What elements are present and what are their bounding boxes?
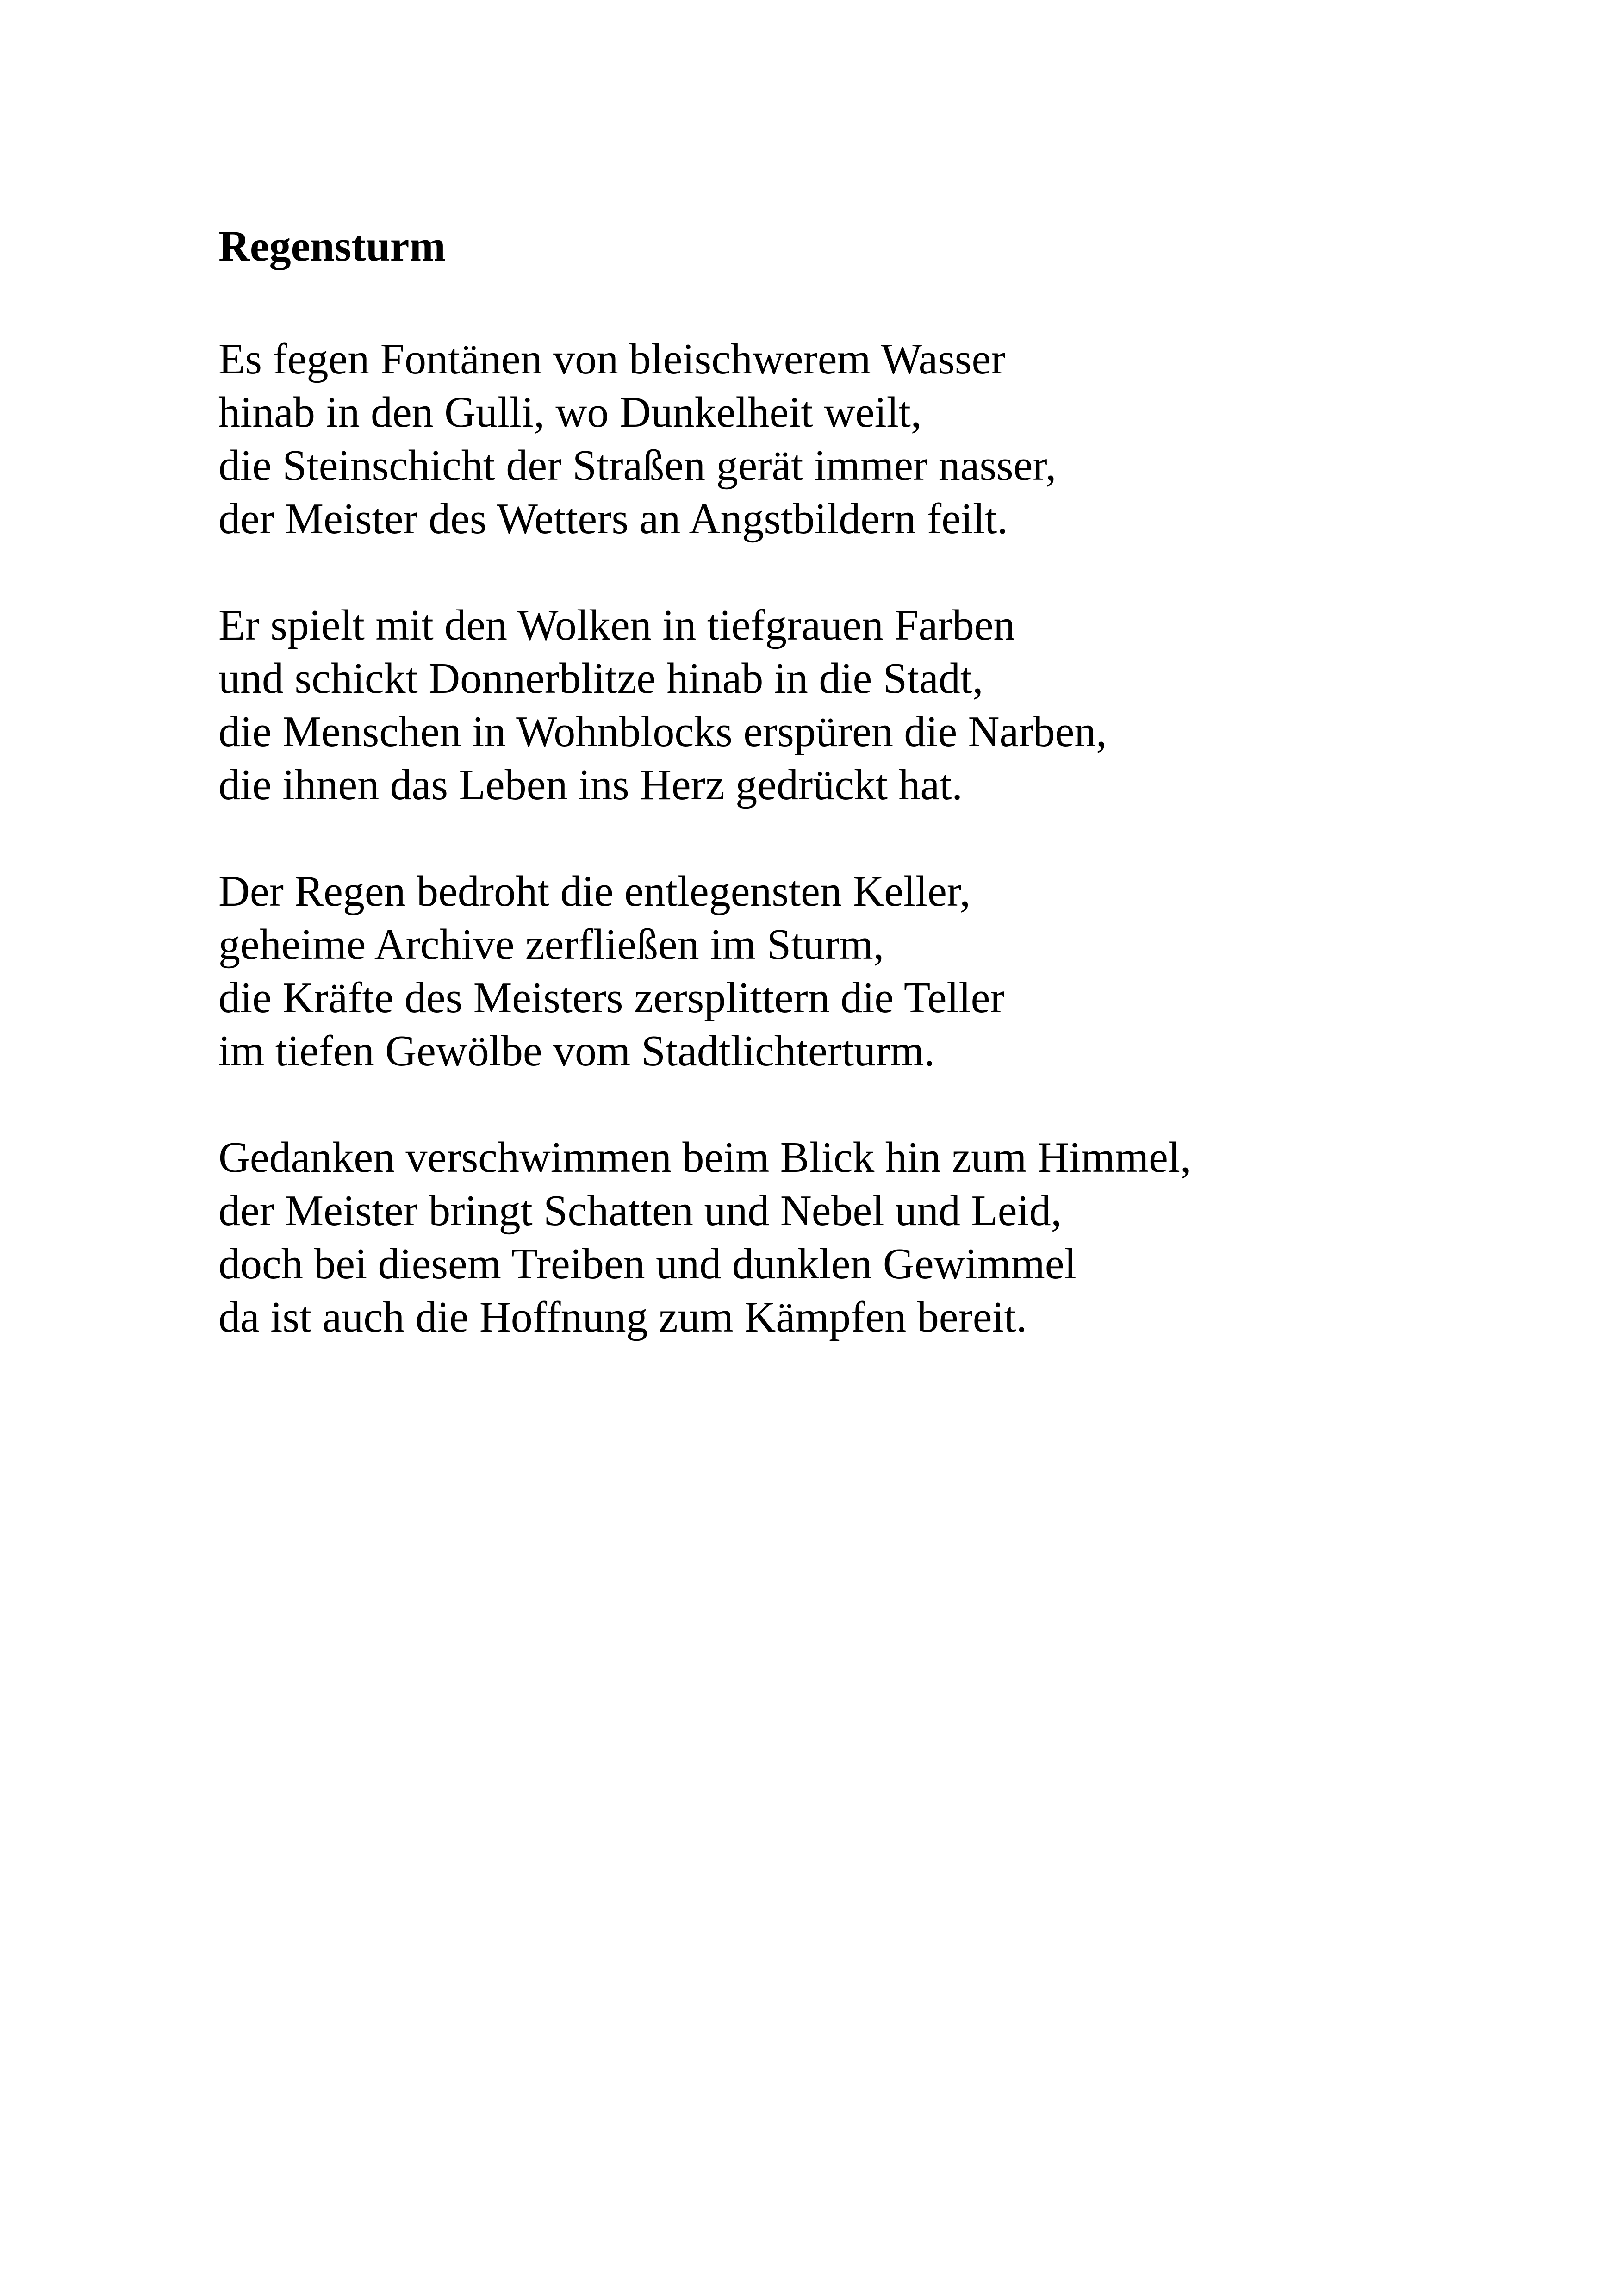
- verse-line: Gedanken verschwimmen beim Blick hin zum Himmel,: [218, 1133, 1191, 1182]
- verse-line: die Steinschicht der Straßen gerät immer nasser,: [218, 442, 1057, 490]
- poem-title: Regensturm: [218, 222, 446, 270]
- poem: [218, 214, 1561, 1397]
- stanza-2: [218, 599, 1561, 812]
- verse-line: die ihnen das Leben ins Herz gedrückt hat.: [218, 761, 963, 809]
- verse-line: Der Regen bedroht die entlegensten Keller,: [218, 867, 971, 915]
- verse-line: der Meister bringt Schatten und Nebel und Leid,: [218, 1187, 1062, 1235]
- verse-line: und schickt Donnerblitze hinab in die Stadt,: [218, 654, 983, 703]
- verse-line: der Meister des Wetters an Angstbildern feilt.: [218, 495, 1008, 543]
- stanza-3: [218, 865, 1561, 1078]
- verse-line: doch bei diesem Treiben und dunklen Gewimmel: [218, 1240, 1077, 1288]
- verse-line: im tiefen Gewölbe vom Stadtlichterturm.: [218, 1027, 935, 1075]
- verse-line: geheime Archive zerfließen im Sturm,: [218, 921, 884, 969]
- stanza-1: [218, 333, 1561, 546]
- verse-line: die Menschen in Wohnblocks erspüren die Narben,: [218, 708, 1107, 756]
- verse-line: da ist auch die Hoffnung zum Kämpfen bereit.: [218, 1293, 1027, 1341]
- verse-line: hinab in den Gulli, wo Dunkelheit weilt,: [218, 388, 922, 436]
- title-spacer: [218, 279, 1561, 333]
- stanza-4: [218, 1131, 1561, 1344]
- verse-line: Er spielt mit den Wolken in tiefgrauen Farben: [218, 601, 1015, 649]
- verse-line: die Kräfte des Meisters zersplittern die Teller: [218, 974, 1005, 1022]
- verse-line: Es fegen Fontänen von bleischwerem Wasser: [218, 335, 1006, 383]
